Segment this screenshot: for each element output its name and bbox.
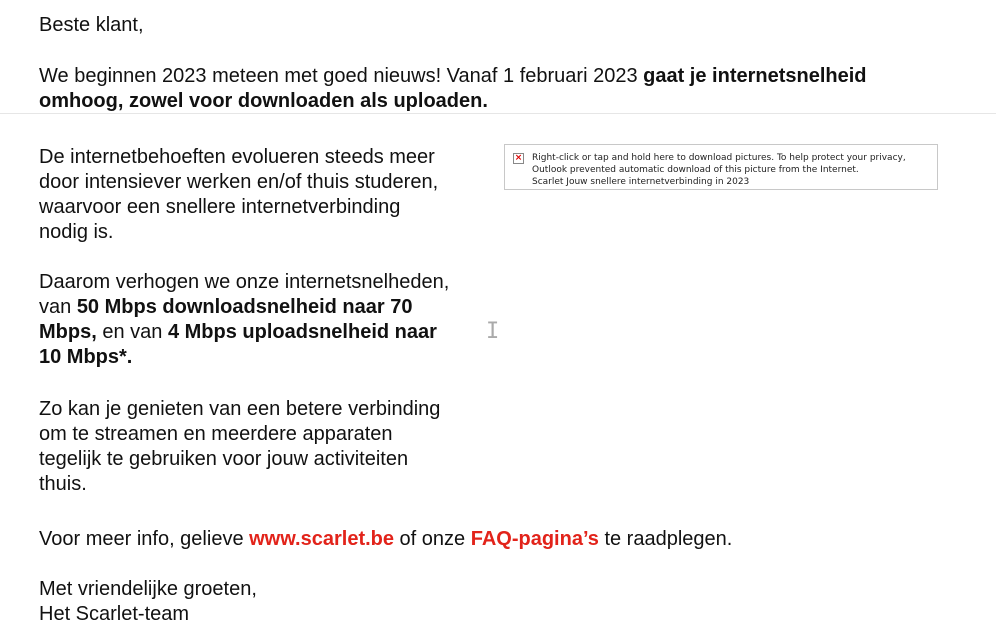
paragraph-speeds (39, 270, 449, 370)
blocked-image-alt: Scarlet Jouw snellere internetverbinding in 2023 (532, 177, 750, 187)
intro-paragraph (39, 64, 867, 114)
para3-line: thuis. (39, 473, 87, 495)
paragraph-needs (39, 145, 438, 245)
upload-speed: 4 Mbps uploadsnelheid naar (167, 321, 437, 343)
blocked-image-placeholder[interactable] (504, 144, 938, 190)
para2-plain-2: en van (96, 321, 168, 343)
closing (39, 577, 257, 627)
para1-line: De internetbehoeften evolueren steeds meer (39, 146, 435, 168)
paragraph-benefits (39, 397, 440, 497)
para3-line: Zo kan je genieten van een betere verbinding (39, 398, 441, 420)
more-info-line (39, 527, 732, 552)
upload-speed-target: 10 Mbps*. (39, 346, 133, 368)
faq-link[interactable]: FAQ-pagina’s (470, 528, 599, 550)
more-info-prefix: Voor meer info, gelieve (39, 528, 250, 550)
para1-line: nodig is. (39, 221, 114, 243)
signature: Het Scarlet-team (39, 603, 190, 625)
para1-line: waarvoor een snellere internetverbinding (39, 196, 401, 218)
download-speed-unit: Mbps, (39, 321, 97, 343)
para2-plain: van (39, 296, 77, 318)
blocked-image-message (532, 152, 906, 188)
greeting: Beste klant, (39, 14, 144, 36)
para3-line: tegelijk te gebruiken voor jouw activiteiten (39, 448, 409, 470)
para2-line1: Daarom verhogen we onze internetsnelheden, (39, 271, 450, 293)
para1-line: door intensiever werken en/of thuis studeren, (39, 171, 439, 193)
intro-bold-1: gaat je internetsnelheid (643, 65, 867, 87)
closing-greeting: Met vriendelijke groeten, (39, 578, 257, 600)
broken-image-icon: × (514, 153, 523, 163)
divider (0, 113, 996, 114)
intro-plain: We beginnen 2023 meteen met goed nieuws! Vanaf 1 februari 2023 (39, 65, 644, 87)
para3-line: om te streamen en meerdere apparaten (39, 423, 393, 445)
intro-bold-2: omhoog, zowel voor downloaden als uploaden. (39, 90, 488, 112)
scarlet-website-link[interactable]: www.scarlet.be (249, 528, 394, 550)
blocked-image-line: Outlook prevented automatic download of this picture from the Internet. (532, 165, 859, 175)
more-info-suffix: te raadplegen. (598, 528, 733, 550)
download-speed: 50 Mbps downloadsnelheid naar 70 (76, 296, 413, 318)
text-cursor-icon: I (486, 319, 500, 344)
blocked-image-line: Right-click or tap and hold here to download pictures. To help protect your privacy, (532, 153, 906, 163)
more-info-middle: of onze (394, 528, 471, 550)
